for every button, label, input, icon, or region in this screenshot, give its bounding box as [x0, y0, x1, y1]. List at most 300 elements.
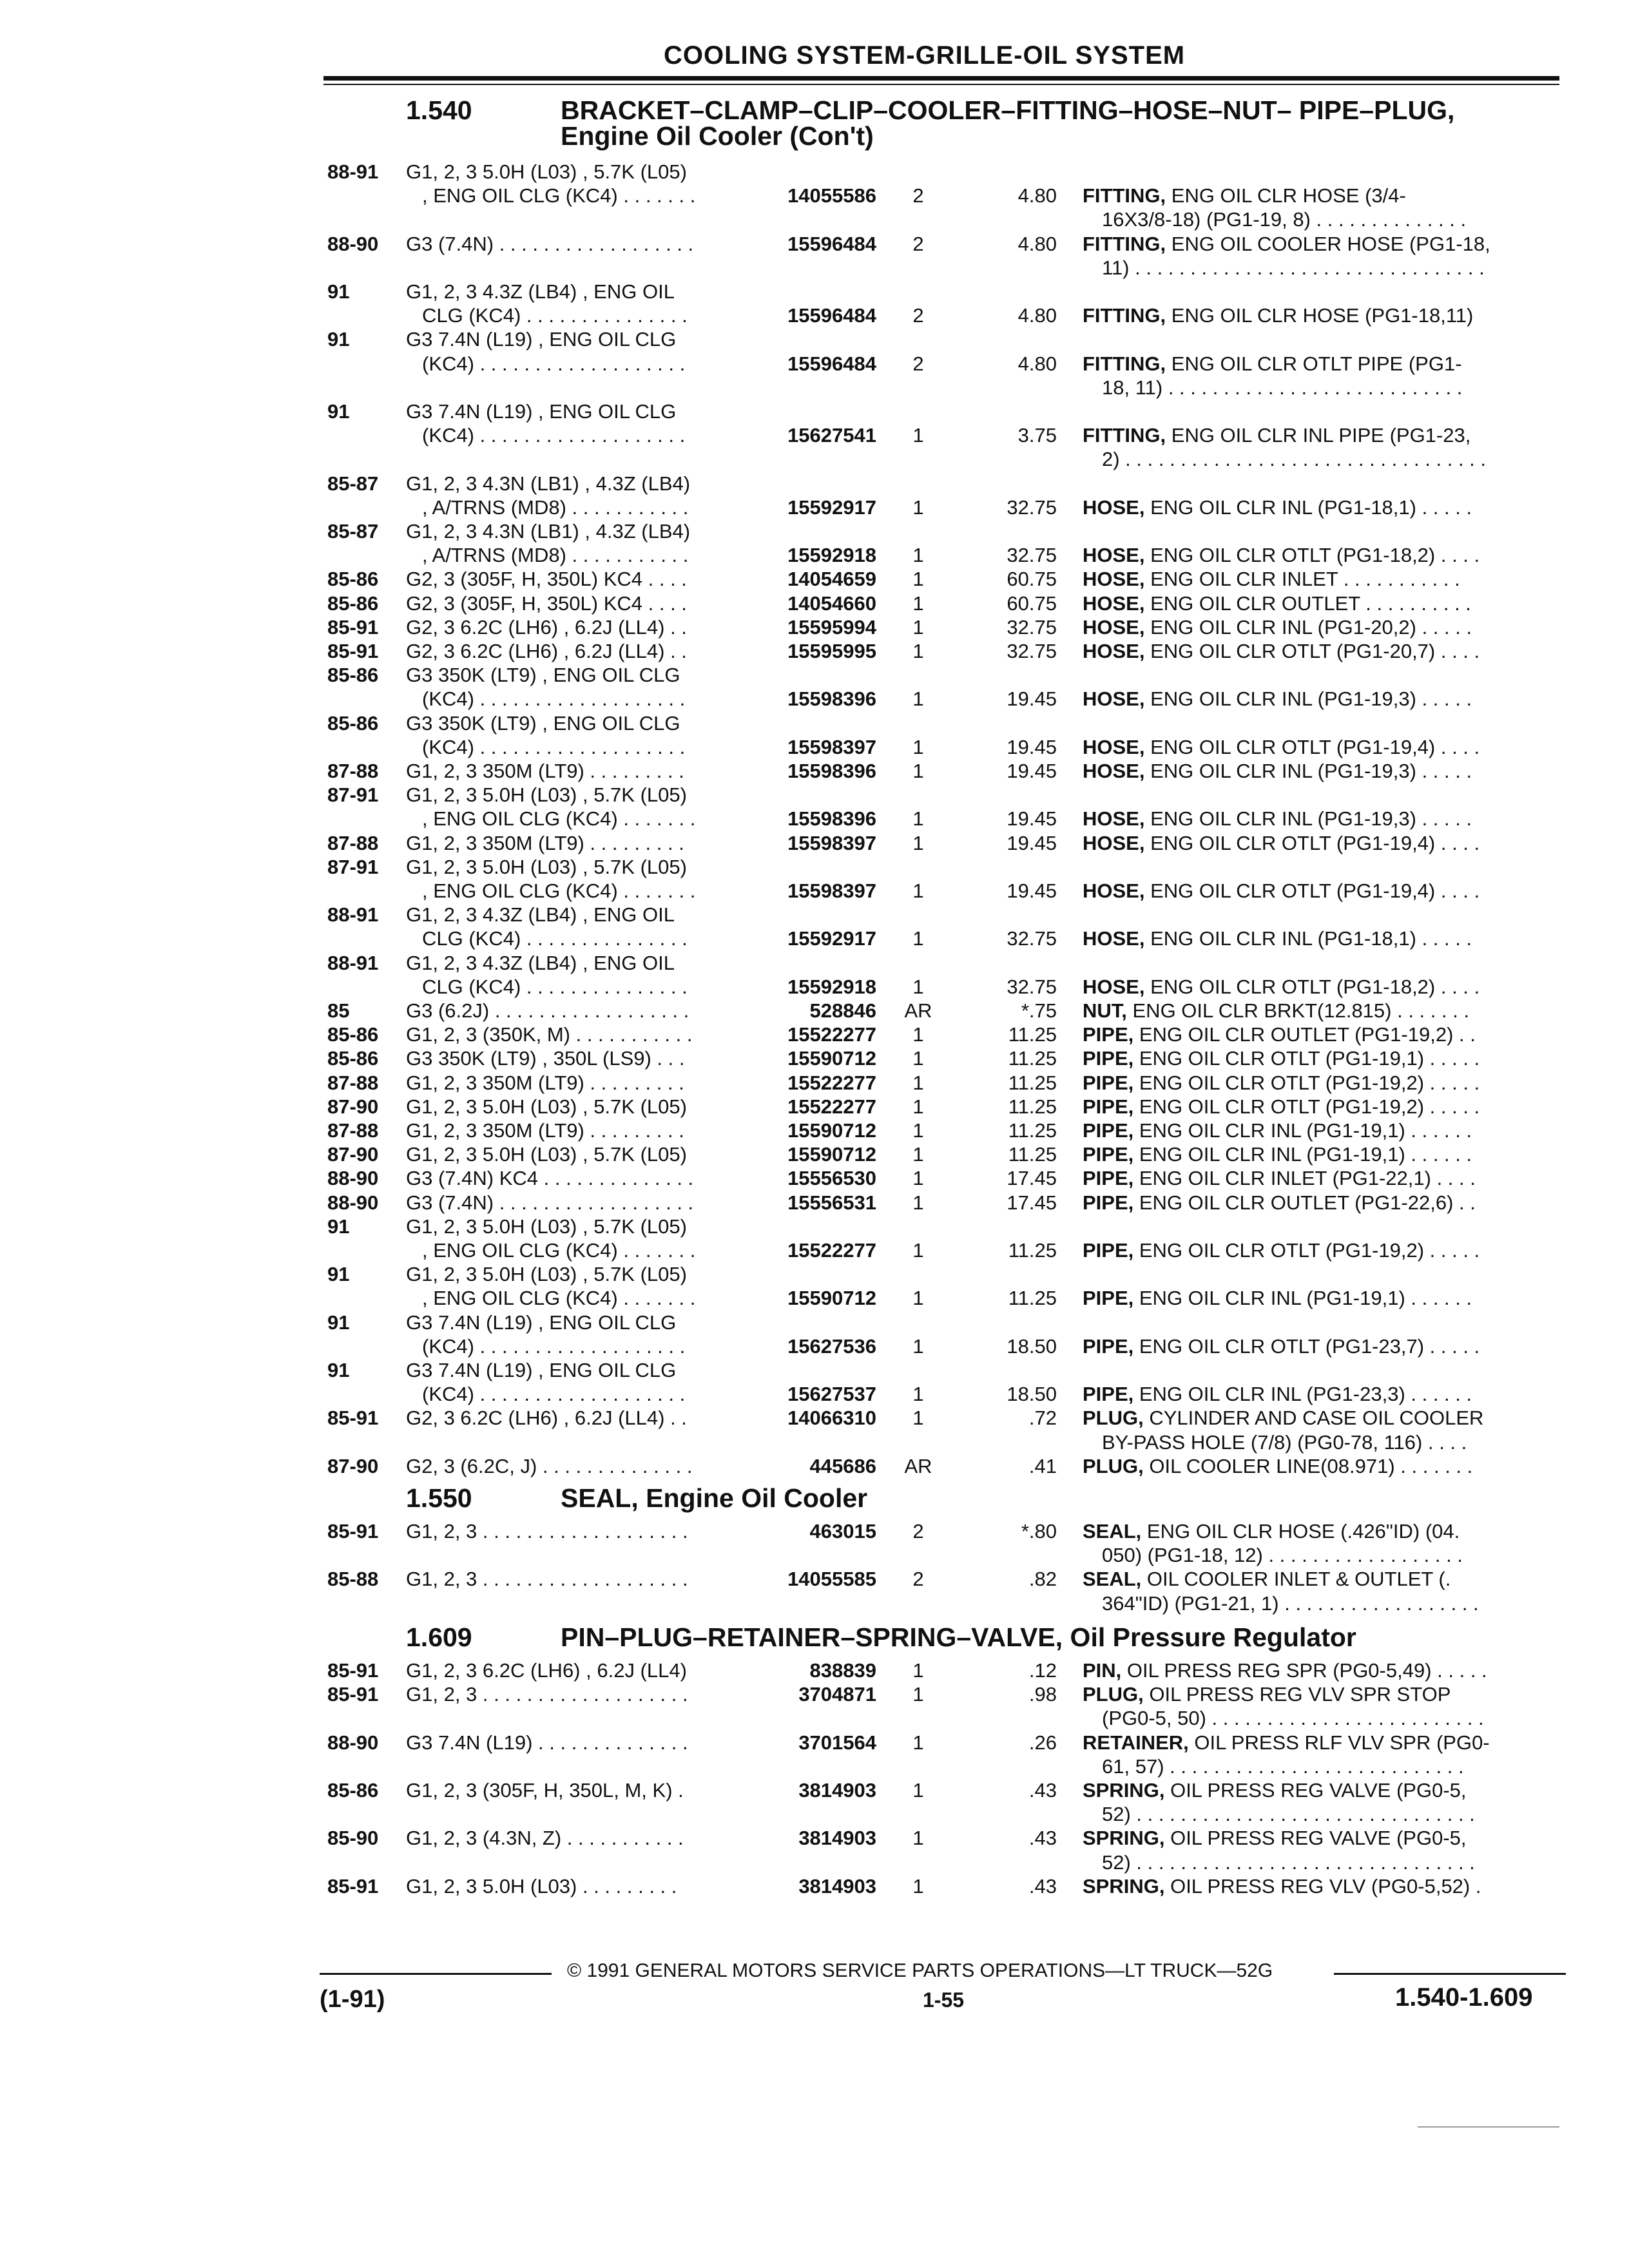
quantity: 1 — [912, 1779, 924, 1802]
description — [1083, 1454, 1472, 1478]
quantity: 1 — [912, 831, 924, 854]
description — [1083, 1334, 1480, 1358]
description-text: ENG OIL CLR INL (PG1-19,3) . . . . . — [1144, 760, 1472, 782]
quantity: 1 — [912, 1047, 924, 1070]
part-number: 463015 — [809, 1520, 876, 1542]
model-years: 87-88 — [327, 831, 379, 854]
part-number: 15595994 — [787, 615, 876, 639]
model-years: 87-91 — [327, 783, 379, 807]
description-text: ENG OIL CLR INL (PG1-19,1) . . . . . . — [1133, 1143, 1472, 1166]
quantity: 2 — [912, 1520, 924, 1542]
section-number: 1.609 — [406, 1622, 472, 1652]
application: G1, 2, 3 5.0H (L03) , 5.7K (L05) — [406, 1263, 687, 1286]
description — [1083, 1826, 1467, 1850]
description — [1083, 567, 1460, 591]
model-years: 85-91 — [327, 1520, 379, 1542]
description-noun: SPRING, — [1083, 1874, 1165, 1898]
description-text: ENG OIL CLR OTLT (PG1-23,7) . . . . . — [1133, 1334, 1480, 1358]
quantity: 1 — [912, 424, 924, 447]
footer-copyright: © 1991 GENERAL MOTORS SERVICE PARTS OPERATIONS—LT TRUCK—52G — [567, 1960, 1273, 1981]
description-text: ENG OIL CLR HOSE (.426"ID) (04. — [1141, 1520, 1460, 1542]
description — [1083, 1142, 1472, 1166]
price: .41 — [1028, 1454, 1057, 1477]
description — [1083, 1023, 1476, 1046]
section-title: PIN–PLUG–RETAINER–SPRING–VALVE, Oil Pressure Regulator — [561, 1622, 1356, 1652]
part-number: 15522277 — [787, 1238, 876, 1262]
application: G2, 3 6.2C (LH6) , 6.2J (LL4) . . — [406, 615, 687, 639]
price: .26 — [1028, 1731, 1057, 1754]
price: 11.25 — [1008, 1095, 1057, 1118]
description-text: ENG OIL CLR OUTLET . . . . . . . . . . — [1144, 591, 1471, 615]
price: 17.45 — [1007, 1191, 1057, 1214]
price: 19.45 — [1007, 879, 1057, 902]
part-number: 15556531 — [787, 1191, 876, 1214]
model-years: 87-88 — [327, 760, 379, 782]
part-number: 528846 — [809, 999, 876, 1022]
price: 19.45 — [1007, 807, 1057, 831]
description-text: ENG OIL CLR INLET . . . . . . . . . . . — [1144, 568, 1460, 591]
price: 11.25 — [1008, 1047, 1057, 1070]
description — [1083, 1658, 1487, 1682]
part-number: 15598397 — [787, 831, 876, 854]
section-title: BRACKET–CLAMP–CLIP–COOLER–FITTING–HOSE–NUT– PIPE–PLUG, — [561, 95, 1455, 125]
description-noun: SEAL, — [1083, 1568, 1142, 1591]
price: 60.75 — [1007, 591, 1057, 615]
part-number: 15592917 — [787, 927, 876, 950]
model-years: 88-91 — [327, 951, 379, 974]
price: .82 — [1028, 1568, 1057, 1591]
description-noun: HOSE, — [1083, 831, 1145, 854]
part-number: 3704871 — [798, 1683, 876, 1706]
description-noun: PIPE, — [1083, 1071, 1134, 1094]
description — [1083, 735, 1480, 759]
description — [1083, 495, 1472, 519]
model-years: 91 — [327, 1359, 350, 1381]
model-years: 91 — [327, 1263, 350, 1286]
description-text: ENG OIL CLR INLET (PG1-22,1) . . . . — [1133, 1167, 1476, 1190]
quantity: 1 — [912, 1191, 924, 1214]
description-noun: HOSE, — [1083, 735, 1145, 758]
quantity: 1 — [912, 1119, 924, 1142]
description — [1083, 879, 1480, 903]
description-text: OIL COOLER LINE(08.971) . . . . . . . — [1143, 1454, 1473, 1477]
price: 4.80 — [1017, 232, 1057, 255]
part-number: 15592918 — [787, 544, 876, 567]
description — [1083, 352, 1462, 376]
part-number: 838839 — [809, 1659, 876, 1682]
application: G3 7.4N (L19) . . . . . . . . . . . . . . — [406, 1731, 688, 1754]
part-number: 3701564 — [798, 1731, 876, 1754]
description-noun: PIPE, — [1083, 1191, 1134, 1214]
part-number: 3814903 — [798, 1874, 876, 1898]
description-noun: HOSE, — [1083, 568, 1145, 591]
application: G3 7.4N (L19) , ENG OIL CLG — [406, 1311, 677, 1334]
price: 17.45 — [1007, 1167, 1057, 1190]
quantity: 1 — [912, 495, 924, 519]
quantity: 1 — [912, 1287, 924, 1310]
application: G1, 2, 3 4.3Z (LB4) , ENG OIL — [406, 280, 675, 303]
application: G3 7.4N (L19) , ENG OIL CLG — [406, 1359, 677, 1381]
application: G1, 2, 3 4.3Z (LB4) , ENG OIL — [406, 951, 675, 974]
description-cont: BY-PASS HOLE (7/8) (PG0-78, 116) . . . . — [1102, 1430, 1467, 1454]
quantity: 1 — [912, 1238, 924, 1262]
footer-page-number: 1-55 — [923, 1988, 965, 2012]
description-text: ENG OIL CLR OTLT (PG1-19,4) . . . . — [1144, 831, 1480, 854]
application: G3 (7.4N) KC4 . . . . . . . . . . . . . . — [406, 1167, 694, 1190]
description-noun: PIPE, — [1083, 1047, 1134, 1070]
model-years: 85-86 — [327, 568, 379, 591]
description-noun: FITTING, — [1083, 232, 1166, 255]
quantity: 1 — [912, 1731, 924, 1754]
part-number: 15598397 — [787, 879, 876, 902]
application: G1, 2, 3 5.0H (L03) , 5.7K (L05) — [406, 1095, 687, 1118]
description-cont: 364"ID) (PG1-21, 1) . . . . . . . . . . . . . . . . . . — [1102, 1591, 1479, 1615]
price: 11.25 — [1008, 1143, 1057, 1166]
description-noun: NUT, — [1083, 999, 1127, 1022]
model-years: 85-87 — [327, 472, 379, 495]
description — [1083, 423, 1470, 447]
description-text: ENG OIL CLR INL (PG1-19,3) . . . . . — [1144, 807, 1472, 831]
description — [1083, 1071, 1480, 1095]
quantity: 1 — [912, 760, 924, 782]
description — [1083, 1238, 1480, 1262]
quantity: 1 — [912, 1683, 924, 1706]
description — [1083, 831, 1480, 855]
model-years: 85-86 — [327, 591, 379, 615]
description-text: ENG OIL CLR HOSE (3/4- — [1166, 184, 1406, 207]
model-years: 91 — [327, 1311, 350, 1334]
application: G1, 2, 3 350M (LT9) . . . . . . . . . — [406, 1071, 684, 1094]
application: G3 7.4N (L19) , ENG OIL CLG — [406, 328, 677, 351]
description — [1083, 1286, 1472, 1310]
application: G1, 2, 3 (4.3N, Z) . . . . . . . . . . . — [406, 1827, 684, 1850]
description-text: CYLINDER AND CASE OIL COOLER — [1143, 1407, 1484, 1430]
quantity: 1 — [912, 1383, 924, 1406]
quantity: 1 — [912, 1659, 924, 1682]
description-cont: 11) . . . . . . . . . . . . . . . . . . . . . . . . . . . . . . . . — [1102, 256, 1485, 279]
quantity: AR — [904, 1454, 932, 1477]
quantity: 2 — [912, 184, 924, 207]
quantity: 1 — [912, 1071, 924, 1094]
description-noun: HOSE, — [1083, 760, 1145, 782]
application: G1, 2, 3 5.0H (L03) , 5.7K (L05) — [406, 855, 687, 878]
application: G2, 3 6.2C (LH6) , 6.2J (LL4) . . — [406, 1407, 687, 1430]
model-years: 85-91 — [327, 1874, 379, 1898]
quantity: 1 — [912, 1143, 924, 1166]
quantity: 1 — [912, 1023, 924, 1046]
application-cont: CLG (KC4) . . . . . . . . . . . . . . . — [422, 975, 688, 998]
description-text: ENG OIL CLR HOSE (PG1-18,11) — [1166, 304, 1474, 327]
application: G1, 2, 3 350M (LT9) . . . . . . . . . — [406, 831, 684, 854]
model-years: 87-90 — [327, 1095, 379, 1118]
model-years: 85-87 — [327, 520, 379, 543]
description — [1083, 591, 1471, 615]
price: .98 — [1028, 1683, 1057, 1706]
quantity: 1 — [912, 927, 924, 950]
application: G1, 2, 3 4.3Z (LB4) , ENG OIL — [406, 903, 675, 927]
description-noun: PLUG, — [1083, 1683, 1144, 1706]
description-text: ENG OIL CLR INL (PG1-18,1) . . . . . — [1144, 927, 1472, 950]
part-number: 15627541 — [787, 424, 876, 447]
description-text: ENG OIL CLR INL PIPE (PG1-23, — [1166, 424, 1471, 447]
description-noun: PIPE, — [1083, 1167, 1134, 1190]
application-cont: , ENG OIL CLG (KC4) . . . . . . . — [422, 807, 696, 831]
description-noun: PIPE, — [1083, 1095, 1134, 1118]
description-text: ENG OIL CLR OTLT (PG1-19,4) . . . . — [1144, 735, 1480, 758]
model-years: 91 — [327, 280, 350, 303]
description — [1083, 184, 1406, 207]
description — [1083, 1682, 1451, 1706]
model-years: 85-91 — [327, 640, 379, 662]
description — [1083, 543, 1480, 567]
description — [1083, 927, 1472, 950]
price: 11.25 — [1008, 1238, 1057, 1262]
description-cont: 2) . . . . . . . . . . . . . . . . . . . . . . . . . . . . . . . . . — [1102, 448, 1487, 471]
description-noun: RETAINER, — [1083, 1731, 1189, 1754]
application-cont: , ENG OIL CLG (KC4) . . . . . . . — [422, 1238, 696, 1262]
price: .43 — [1028, 1779, 1057, 1802]
price: 4.80 — [1017, 184, 1057, 207]
price: 19.45 — [1007, 687, 1057, 711]
quantity: 1 — [912, 640, 924, 662]
description-noun: HOSE, — [1083, 879, 1145, 902]
application-cont: (KC4) . . . . . . . . . . . . . . . . . . . — [422, 687, 686, 711]
description-cont: 16X3/8-18) (PG1-19, 8) . . . . . . . . . . . . . . — [1102, 208, 1467, 231]
application-cont: CLG (KC4) . . . . . . . . . . . . . . . — [422, 927, 688, 950]
application-cont: , ENG OIL CLG (KC4) . . . . . . . — [422, 184, 696, 207]
description-text: ENG OIL CLR OTLT PIPE (PG1- — [1166, 352, 1462, 375]
description — [1083, 1191, 1476, 1215]
part-number: 3814903 — [798, 1827, 876, 1850]
description — [1083, 1874, 1481, 1898]
description-text: ENG OIL CLR OTLT (PG1-18,2) . . . . — [1144, 975, 1480, 998]
part-number: 15590712 — [787, 1119, 876, 1142]
description-cont: (PG0-5, 50) . . . . . . . . . . . . . . . . . . . . . . . . . — [1102, 1707, 1484, 1730]
price: *.80 — [1021, 1520, 1057, 1542]
application-cont: (KC4) . . . . . . . . . . . . . . . . . . . — [422, 352, 686, 375]
description-noun: HOSE, — [1083, 927, 1145, 950]
application: G1, 2, 3 . . . . . . . . . . . . . . . . . . . — [406, 1683, 688, 1706]
model-years: 88-90 — [327, 232, 379, 255]
part-number: 15627536 — [787, 1334, 876, 1358]
price: 19.45 — [1007, 760, 1057, 782]
part-number: 15596484 — [787, 304, 876, 327]
description — [1083, 615, 1472, 639]
description-noun: PIPE, — [1083, 1143, 1134, 1166]
page-header-title: COOLING SYSTEM-GRILLE-OIL SYSTEM — [664, 41, 1186, 70]
description — [1083, 1778, 1467, 1802]
description — [1083, 807, 1472, 831]
price: 11.25 — [1008, 1023, 1057, 1046]
model-years: 87-91 — [327, 855, 379, 878]
description — [1083, 759, 1472, 783]
model-years: 85-91 — [327, 1659, 379, 1682]
description-cont: 18, 11) . . . . . . . . . . . . . . . . . . . . . . . . . . . — [1102, 376, 1463, 399]
application: G2, 3 (6.2C, J) . . . . . . . . . . . . . . — [406, 1454, 693, 1477]
model-years: 87-90 — [327, 1454, 379, 1477]
description-text: OIL PRESS REG VLV (PG0-5,52) . — [1164, 1874, 1481, 1898]
part-number: 14054660 — [787, 591, 876, 615]
description-noun: HOSE, — [1083, 975, 1145, 998]
part-number: 15596484 — [787, 232, 876, 255]
description-noun: HOSE, — [1083, 544, 1145, 567]
quantity: 1 — [912, 975, 924, 998]
description-text: ENG OIL CLR BRKT(12.815) . . . . . . . — [1126, 999, 1470, 1022]
part-number: 15590712 — [787, 1143, 876, 1166]
description — [1083, 303, 1473, 327]
quantity: 1 — [912, 568, 924, 591]
description-text: ENG OIL CLR INL (PG1-19,1) . . . . . . — [1133, 1119, 1472, 1142]
header-rule — [323, 76, 1559, 81]
application-cont: CLG (KC4) . . . . . . . . . . . . . . . — [422, 304, 688, 327]
part-number: 15596484 — [787, 352, 876, 375]
part-number: 14066310 — [787, 1407, 876, 1430]
model-years: 85-86 — [327, 1779, 379, 1802]
price: 4.80 — [1017, 304, 1057, 327]
description-text: ENG OIL CLR OTLT (PG1-18,2) . . . . — [1144, 544, 1480, 567]
part-number: 445686 — [809, 1454, 876, 1477]
description — [1083, 687, 1472, 711]
section-number: 1.540 — [406, 95, 472, 125]
description — [1083, 1567, 1451, 1591]
description-noun: PLUG, — [1083, 1454, 1144, 1477]
quantity: 1 — [912, 591, 924, 615]
application: G1, 2, 3 350M (LT9) . . . . . . . . . — [406, 1119, 684, 1142]
application-cont: , A/TRNS (MD8) . . . . . . . . . . . — [422, 495, 689, 519]
application-cont: , ENG OIL CLG (KC4) . . . . . . . — [422, 879, 696, 902]
quantity: 1 — [912, 807, 924, 831]
description-cont: 52) . . . . . . . . . . . . . . . . . . . . . . . . . . . . . . . — [1102, 1803, 1475, 1826]
quantity: 1 — [912, 1095, 924, 1118]
description-noun: HOSE, — [1083, 687, 1145, 711]
model-years: 85-90 — [327, 1827, 379, 1850]
application-cont: (KC4) . . . . . . . . . . . . . . . . . . . — [422, 424, 686, 447]
description-noun: PIPE, — [1083, 1287, 1134, 1310]
part-number: 14055585 — [787, 1568, 876, 1591]
model-years: 85-91 — [327, 615, 379, 639]
application: G1, 2, 3 5.0H (L03) , 5.7K (L05) — [406, 1143, 687, 1166]
description-text: ENG OIL CLR INL (PG1-23,3) . . . . . . — [1133, 1383, 1472, 1406]
application: G1, 2, 3 6.2C (LH6) , 6.2J (LL4) — [406, 1659, 687, 1682]
description — [1083, 1406, 1483, 1430]
description — [1083, 1119, 1472, 1142]
description-text: ENG OIL CLR OUTLET (PG1-19,2) . . — [1133, 1023, 1476, 1046]
quantity: 1 — [912, 879, 924, 902]
model-years: 88-91 — [327, 903, 379, 927]
price: 32.75 — [1007, 927, 1057, 950]
price: 11.25 — [1008, 1119, 1057, 1142]
part-number: 15592918 — [787, 975, 876, 998]
price: 32.75 — [1007, 640, 1057, 662]
application: G2, 3 (305F, H, 350L) KC4 . . . . — [406, 591, 687, 615]
description-text: ENG OIL CLR OTLT (PG1-19,2) . . . . . — [1133, 1071, 1480, 1094]
quantity: AR — [904, 999, 932, 1022]
model-years: 85-91 — [327, 1407, 379, 1430]
section-subtitle: Engine Oil Cooler (Con't) — [561, 121, 874, 151]
part-number: 15598396 — [787, 687, 876, 711]
description-text: ENG OIL CLR INL (PG1-18,1) . . . . . — [1144, 495, 1472, 519]
description — [1083, 975, 1480, 999]
application: G1, 2, 3 . . . . . . . . . . . . . . . . . . . — [406, 1520, 688, 1542]
model-years: 88-90 — [327, 1167, 379, 1190]
description-text: OIL PRESS REG VALVE (PG0-5, — [1164, 1779, 1467, 1802]
part-number: 15590712 — [787, 1047, 876, 1070]
description-text: ENG OIL CLR OTLT (PG1-19,2) . . . . . — [1133, 1238, 1480, 1262]
application: G1, 2, 3 5.0H (L03) . . . . . . . . . — [406, 1874, 677, 1898]
description-text: ENG OIL CLR OTLT (PG1-19,4) . . . . — [1144, 879, 1480, 902]
quantity: 1 — [912, 1874, 924, 1898]
quantity: 1 — [912, 1334, 924, 1358]
description-noun: FITTING, — [1083, 304, 1166, 327]
description-cont: 52) . . . . . . . . . . . . . . . . . . . . . . . . . . . . . . . — [1102, 1850, 1475, 1874]
model-years: 91 — [327, 1215, 350, 1238]
application: G1, 2, 3 (305F, H, 350L, M, K) . — [406, 1779, 684, 1802]
description — [1083, 1166, 1476, 1190]
description-noun: HOSE, — [1083, 495, 1145, 519]
description — [1083, 1382, 1472, 1406]
price: 11.25 — [1008, 1071, 1057, 1094]
description-noun: PIPE, — [1083, 1023, 1134, 1046]
application-cont: , A/TRNS (MD8) . . . . . . . . . . . — [422, 544, 689, 567]
part-number: 15556530 — [787, 1167, 876, 1190]
application: G2, 3 (305F, H, 350L) KC4 . . . . — [406, 568, 687, 591]
price: .72 — [1028, 1407, 1057, 1430]
model-years: 88-91 — [327, 160, 379, 183]
description — [1083, 1519, 1460, 1543]
price: *.75 — [1021, 999, 1057, 1022]
quantity: 2 — [912, 352, 924, 375]
price: .43 — [1028, 1827, 1057, 1850]
model-years: 85-86 — [327, 711, 379, 735]
model-years: 88-90 — [327, 1191, 379, 1214]
application: G1, 2, 3 4.3N (LB1) , 4.3Z (LB4) — [406, 520, 691, 543]
price: .12 — [1028, 1659, 1057, 1682]
description-noun: HOSE, — [1083, 807, 1145, 831]
description-text: OIL PRESS REG VALVE (PG0-5, — [1164, 1827, 1467, 1850]
description-noun: SPRING, — [1083, 1779, 1165, 1802]
description — [1083, 1731, 1490, 1754]
quantity: 2 — [912, 304, 924, 327]
description-noun: SPRING, — [1083, 1827, 1165, 1850]
description — [1083, 639, 1480, 663]
application: G3 350K (LT9) , 350L (LS9) . . . — [406, 1047, 685, 1070]
model-years: 87-90 — [327, 1143, 379, 1166]
quantity: 1 — [912, 735, 924, 758]
application: G3 (6.2J) . . . . . . . . . . . . . . . . . . — [406, 999, 689, 1022]
application: G1, 2, 3 5.0H (L03) , 5.7K (L05) — [406, 1215, 687, 1238]
description — [1083, 1095, 1480, 1119]
description-noun: PLUG, — [1083, 1407, 1144, 1430]
model-years: 87-88 — [327, 1071, 379, 1094]
part-number: 15592917 — [787, 495, 876, 519]
footer-rule-left — [320, 1973, 552, 1975]
description-text: ENG OIL COOLER HOSE (PG1-18, — [1166, 232, 1490, 255]
part-number: 15522277 — [787, 1071, 876, 1094]
part-number: 15522277 — [787, 1095, 876, 1118]
quantity: 1 — [912, 1407, 924, 1430]
description-noun: SEAL, — [1083, 1520, 1142, 1542]
description-text: ENG OIL CLR INL (PG1-20,2) . . . . . — [1144, 615, 1472, 639]
quantity: 1 — [912, 544, 924, 567]
footer-section-range: 1.540-1.609 — [1395, 1983, 1533, 2012]
part-number: 3814903 — [798, 1779, 876, 1802]
model-years: 85-86 — [327, 1047, 379, 1070]
quantity: 1 — [912, 687, 924, 711]
price: 3.75 — [1017, 424, 1057, 447]
application: G1, 2, 3 350M (LT9) . . . . . . . . . — [406, 760, 684, 782]
description-cont: 61, 57) . . . . . . . . . . . . . . . . . . . . . . . . . . . — [1102, 1754, 1464, 1778]
scan-mark — [1418, 2126, 1559, 2128]
